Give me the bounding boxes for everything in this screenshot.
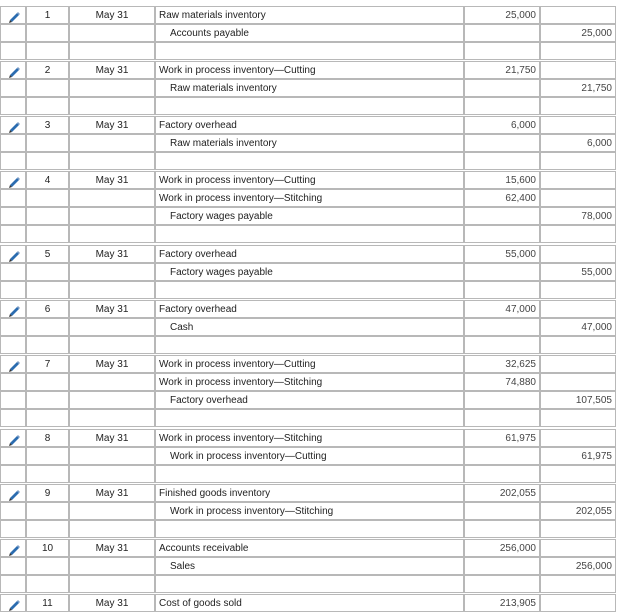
credit-cell[interactable]: 6,000: [540, 134, 616, 152]
entry-number-cell: [26, 409, 69, 427]
entry-number-cell: [26, 447, 69, 465]
pencil-icon[interactable]: [7, 542, 21, 556]
debit-cell[interactable]: [464, 391, 540, 409]
account-title-cell[interactable]: [155, 225, 464, 243]
journal-line-row: [0, 263, 616, 281]
pencil-icon[interactable]: [7, 597, 21, 611]
credit-cell[interactable]: [540, 355, 616, 373]
entry-number-cell: [26, 520, 69, 538]
debit-cell[interactable]: [464, 281, 540, 299]
journal-line-row: [0, 189, 616, 207]
journal-line-row: [0, 557, 616, 575]
account-title-cell[interactable]: Raw materials inventory: [155, 6, 464, 24]
credit-cell[interactable]: [540, 300, 616, 318]
debit-cell[interactable]: 6,000: [464, 116, 540, 134]
journal-line-row: [0, 373, 616, 391]
entry-number-cell: 1: [26, 6, 69, 24]
edit-cell: [0, 318, 26, 336]
account-title-cell[interactable]: Factory overhead: [155, 391, 464, 409]
pencil-icon[interactable]: [7, 119, 21, 133]
edit-cell: [0, 225, 26, 243]
date-cell[interactable]: May 31: [69, 429, 155, 447]
entry-number-cell: [26, 391, 69, 409]
debit-cell[interactable]: 202,055: [464, 484, 540, 502]
entry-number-cell: [26, 336, 69, 354]
date-cell[interactable]: [69, 281, 155, 299]
credit-cell[interactable]: 25,000: [540, 24, 616, 42]
edit-cell[interactable]: [0, 594, 26, 612]
date-cell[interactable]: [69, 502, 155, 520]
credit-cell[interactable]: 21,750: [540, 79, 616, 97]
account-title-cell[interactable]: Work in process inventory—Cutting: [155, 447, 464, 465]
account-title-cell[interactable]: [155, 97, 464, 115]
entry-number-cell: [26, 318, 69, 336]
journal-spacer-row: [0, 520, 616, 538]
debit-cell[interactable]: 32,625: [464, 355, 540, 373]
date-cell[interactable]: May 31: [69, 300, 155, 318]
account-title-cell[interactable]: Cash: [155, 318, 464, 336]
date-cell[interactable]: [69, 409, 155, 427]
entry-number-cell: [26, 97, 69, 115]
journal-line-row: [0, 355, 616, 373]
pencil-icon[interactable]: [7, 303, 21, 317]
pencil-icon[interactable]: [7, 64, 21, 78]
entry-number-cell: [26, 502, 69, 520]
debit-cell[interactable]: [464, 557, 540, 575]
entry-number-cell: [26, 281, 69, 299]
date-cell[interactable]: [69, 575, 155, 593]
date-cell[interactable]: [69, 557, 155, 575]
pencil-icon[interactable]: [7, 358, 21, 372]
entry-number-cell: 2: [26, 61, 69, 79]
credit-cell[interactable]: 202,055: [540, 502, 616, 520]
credit-cell[interactable]: [540, 336, 616, 354]
journal-line-row: [0, 447, 616, 465]
edit-cell: [0, 520, 26, 538]
debit-cell[interactable]: 256,000: [464, 539, 540, 557]
account-title-cell[interactable]: [155, 281, 464, 299]
entry-number-cell: [26, 207, 69, 225]
entry-number-cell: 10: [26, 539, 69, 557]
pencil-icon[interactable]: [7, 9, 21, 23]
edit-cell: [0, 152, 26, 170]
journal-line-row: [0, 594, 616, 612]
debit-cell[interactable]: 62,400: [464, 189, 540, 207]
journal-spacer-row: [0, 152, 616, 170]
account-title-cell[interactable]: Work in process inventory—Cutting: [155, 355, 464, 373]
account-title-cell[interactable]: Factory wages payable: [155, 207, 464, 225]
debit-cell[interactable]: 74,880: [464, 373, 540, 391]
journal-line-row: [0, 116, 616, 134]
journal-line-row: [0, 134, 616, 152]
date-cell[interactable]: [69, 42, 155, 60]
journal-line-row: [0, 502, 616, 520]
entry-number-cell: 5: [26, 245, 69, 263]
date-cell[interactable]: May 31: [69, 539, 155, 557]
credit-cell[interactable]: 107,505: [540, 391, 616, 409]
account-title-cell[interactable]: Work in process inventory—Cutting: [155, 171, 464, 189]
account-title-cell[interactable]: [155, 575, 464, 593]
date-cell[interactable]: [69, 152, 155, 170]
edit-cell[interactable]: [0, 245, 26, 263]
date-cell[interactable]: May 31: [69, 171, 155, 189]
journal-line-row: [0, 300, 616, 318]
entry-number-cell: 8: [26, 429, 69, 447]
debit-cell[interactable]: [464, 336, 540, 354]
account-title-cell[interactable]: Factory overhead: [155, 300, 464, 318]
debit-cell[interactable]: [464, 97, 540, 115]
debit-cell[interactable]: [464, 24, 540, 42]
credit-cell[interactable]: 47,000: [540, 318, 616, 336]
credit-cell[interactable]: [540, 189, 616, 207]
journal-line-row: [0, 6, 616, 24]
credit-cell[interactable]: [540, 6, 616, 24]
edit-cell: [0, 42, 26, 60]
edit-cell: [0, 79, 26, 97]
debit-cell[interactable]: [464, 263, 540, 281]
date-cell[interactable]: [69, 465, 155, 483]
debit-cell[interactable]: [464, 134, 540, 152]
journal-spacer-row: [0, 465, 616, 483]
credit-cell[interactable]: 55,000: [540, 263, 616, 281]
date-cell[interactable]: May 31: [69, 116, 155, 134]
edit-cell: [0, 336, 26, 354]
journal-spacer-row: [0, 336, 616, 354]
journal-line-row: [0, 61, 616, 79]
account-title-cell[interactable]: Accounts receivable: [155, 539, 464, 557]
credit-cell[interactable]: 256,000: [540, 557, 616, 575]
account-title-cell[interactable]: [155, 409, 464, 427]
journal-line-row: [0, 245, 616, 263]
edit-cell[interactable]: [0, 484, 26, 502]
date-cell[interactable]: [69, 318, 155, 336]
edit-cell: [0, 557, 26, 575]
journal-line-row: [0, 79, 616, 97]
account-title-cell[interactable]: [155, 520, 464, 538]
edit-cell: [0, 409, 26, 427]
journal-spacer-row: [0, 281, 616, 299]
entry-number-cell: [26, 225, 69, 243]
debit-cell[interactable]: 55,000: [464, 245, 540, 263]
date-cell[interactable]: May 31: [69, 594, 155, 612]
account-title-cell[interactable]: Factory overhead: [155, 245, 464, 263]
debit-cell[interactable]: [464, 575, 540, 593]
entry-number-cell: [26, 189, 69, 207]
date-cell[interactable]: [69, 79, 155, 97]
edit-cell: [0, 189, 26, 207]
edit-cell: [0, 97, 26, 115]
credit-cell[interactable]: [540, 97, 616, 115]
account-title-cell[interactable]: Cost of goods sold: [155, 594, 464, 612]
debit-cell[interactable]: [464, 225, 540, 243]
account-title-cell[interactable]: Raw materials inventory: [155, 79, 464, 97]
account-title-cell[interactable]: Work in process inventory—Stitching: [155, 373, 464, 391]
account-title-cell[interactable]: Work in process inventory—Stitching: [155, 189, 464, 207]
entry-number-cell: 11: [26, 594, 69, 612]
edit-cell: [0, 575, 26, 593]
entry-number-cell: [26, 42, 69, 60]
debit-cell[interactable]: 47,000: [464, 300, 540, 318]
credit-cell[interactable]: 61,975: [540, 447, 616, 465]
credit-cell[interactable]: [540, 575, 616, 593]
account-title-cell[interactable]: [155, 465, 464, 483]
account-title-cell[interactable]: Work in process inventory—Cutting: [155, 61, 464, 79]
entry-number-cell: [26, 373, 69, 391]
date-cell[interactable]: [69, 520, 155, 538]
journal-spacer-row: [0, 42, 616, 60]
entry-number-cell: 6: [26, 300, 69, 318]
edit-cell: [0, 373, 26, 391]
edit-cell: [0, 465, 26, 483]
entry-number-cell: [26, 575, 69, 593]
pencil-icon[interactable]: [7, 432, 21, 446]
account-title-cell[interactable]: Factory overhead: [155, 116, 464, 134]
account-title-cell[interactable]: Factory wages payable: [155, 263, 464, 281]
date-cell[interactable]: [69, 263, 155, 281]
debit-cell[interactable]: [464, 520, 540, 538]
debit-cell[interactable]: [464, 207, 540, 225]
credit-cell[interactable]: [540, 373, 616, 391]
credit-cell[interactable]: [540, 594, 616, 612]
pencil-icon[interactable]: [7, 174, 21, 188]
debit-cell[interactable]: 25,000: [464, 6, 540, 24]
date-cell[interactable]: [69, 189, 155, 207]
entry-number-cell: 7: [26, 355, 69, 373]
date-cell[interactable]: [69, 447, 155, 465]
edit-cell: [0, 24, 26, 42]
debit-cell[interactable]: [464, 79, 540, 97]
date-cell[interactable]: [69, 391, 155, 409]
credit-cell[interactable]: [540, 281, 616, 299]
entry-number-cell: [26, 79, 69, 97]
entry-number-cell: 9: [26, 484, 69, 502]
edit-cell: [0, 502, 26, 520]
credit-cell[interactable]: [540, 225, 616, 243]
debit-cell[interactable]: 15,600: [464, 171, 540, 189]
edit-cell[interactable]: [0, 429, 26, 447]
debit-cell[interactable]: [464, 318, 540, 336]
debit-cell[interactable]: [464, 42, 540, 60]
journal-line-row: [0, 391, 616, 409]
edit-cell[interactable]: [0, 116, 26, 134]
edit-cell[interactable]: [0, 6, 26, 24]
journal-spacer-row: [0, 97, 616, 115]
date-cell[interactable]: [69, 207, 155, 225]
date-cell[interactable]: May 31: [69, 61, 155, 79]
credit-cell[interactable]: [540, 42, 616, 60]
debit-cell[interactable]: [464, 502, 540, 520]
account-title-cell[interactable]: [155, 336, 464, 354]
debit-cell[interactable]: [464, 447, 540, 465]
date-cell[interactable]: May 31: [69, 6, 155, 24]
pencil-icon[interactable]: [7, 487, 21, 501]
credit-cell[interactable]: [540, 465, 616, 483]
edit-cell: [0, 281, 26, 299]
entry-number-cell: [26, 24, 69, 42]
date-cell[interactable]: May 31: [69, 245, 155, 263]
edit-cell[interactable]: [0, 300, 26, 318]
journal-line-row: [0, 318, 616, 336]
journal-line-row: [0, 24, 616, 42]
date-cell[interactable]: [69, 225, 155, 243]
edit-cell: [0, 391, 26, 409]
debit-cell[interactable]: 21,750: [464, 61, 540, 79]
journal-spacer-row: [0, 575, 616, 593]
edit-cell: [0, 207, 26, 225]
credit-cell[interactable]: [540, 429, 616, 447]
account-title-cell[interactable]: Finished goods inventory: [155, 484, 464, 502]
credit-cell[interactable]: [540, 409, 616, 427]
account-title-cell[interactable]: Accounts payable: [155, 24, 464, 42]
debit-cell[interactable]: [464, 409, 540, 427]
entry-number-cell: [26, 465, 69, 483]
date-cell[interactable]: [69, 134, 155, 152]
account-title-cell[interactable]: [155, 152, 464, 170]
credit-cell[interactable]: 78,000: [540, 207, 616, 225]
entry-number-cell: 4: [26, 171, 69, 189]
journal-line-row: [0, 539, 616, 557]
debit-cell[interactable]: [464, 465, 540, 483]
date-cell[interactable]: [69, 373, 155, 391]
account-title-cell[interactable]: Work in process inventory—Stitching: [155, 502, 464, 520]
credit-cell[interactable]: [540, 61, 616, 79]
entry-number-cell: [26, 152, 69, 170]
edit-cell: [0, 263, 26, 281]
journal-line-row: [0, 429, 616, 447]
debit-cell[interactable]: [464, 152, 540, 170]
account-title-cell[interactable]: Work in process inventory—Stitching: [155, 429, 464, 447]
account-title-cell[interactable]: Raw materials inventory: [155, 134, 464, 152]
journal-line-row: [0, 207, 616, 225]
credit-cell[interactable]: [540, 539, 616, 557]
credit-cell[interactable]: [540, 520, 616, 538]
date-cell[interactable]: May 31: [69, 484, 155, 502]
entry-number-cell: [26, 134, 69, 152]
debit-cell[interactable]: 61,975: [464, 429, 540, 447]
account-title-cell[interactable]: Sales: [155, 557, 464, 575]
credit-cell[interactable]: [540, 245, 616, 263]
date-cell[interactable]: May 31: [69, 355, 155, 373]
credit-cell[interactable]: [540, 152, 616, 170]
edit-cell: [0, 134, 26, 152]
credit-cell[interactable]: [540, 116, 616, 134]
edit-cell[interactable]: [0, 355, 26, 373]
edit-cell: [0, 447, 26, 465]
credit-cell[interactable]: [540, 484, 616, 502]
journal-line-row: [0, 484, 616, 502]
debit-cell[interactable]: 213,905: [464, 594, 540, 612]
entry-number-cell: [26, 557, 69, 575]
date-cell[interactable]: [69, 24, 155, 42]
pencil-icon[interactable]: [7, 248, 21, 262]
date-cell[interactable]: [69, 336, 155, 354]
credit-cell[interactable]: [540, 171, 616, 189]
account-title-cell[interactable]: [155, 42, 464, 60]
journal-line-row: [0, 171, 616, 189]
edit-cell[interactable]: [0, 61, 26, 79]
edit-cell[interactable]: [0, 171, 26, 189]
entry-number-cell: 3: [26, 116, 69, 134]
date-cell[interactable]: [69, 97, 155, 115]
journal-spacer-row: [0, 225, 616, 243]
entry-number-cell: [26, 263, 69, 281]
edit-cell[interactable]: [0, 539, 26, 557]
journal-spacer-row: [0, 409, 616, 427]
